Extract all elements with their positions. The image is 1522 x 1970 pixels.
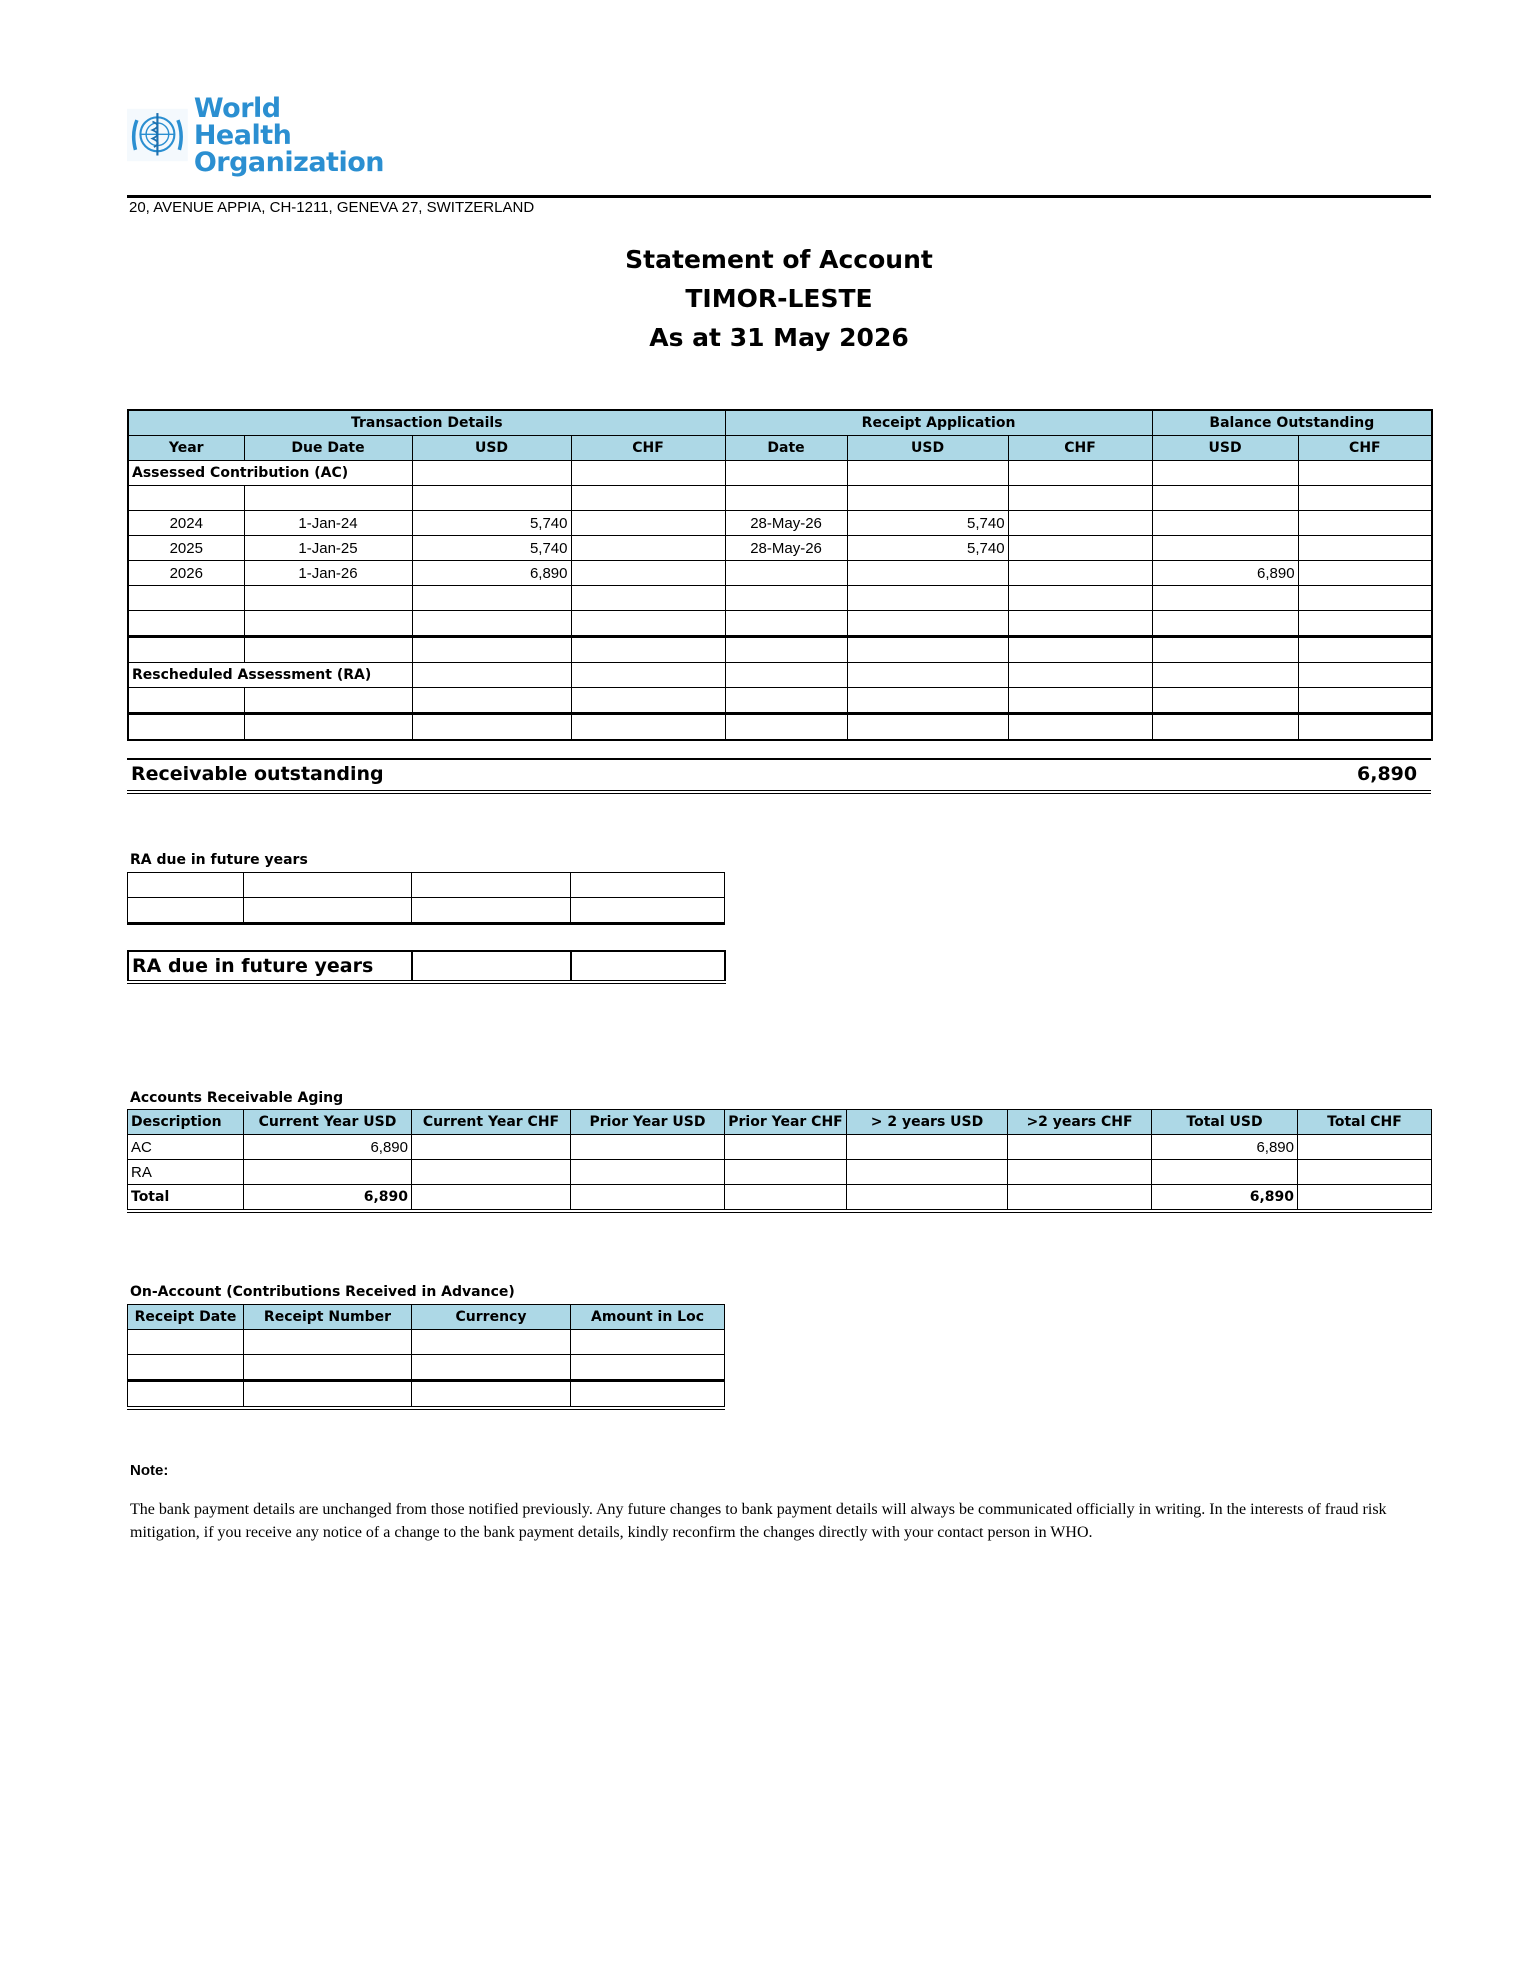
- due-date-cell: 1-Jan-26: [244, 561, 412, 586]
- table-row: [128, 1135, 1432, 1160]
- aging-cell: [571, 1160, 725, 1185]
- ra-future-total: [127, 950, 726, 984]
- statement-table: [127, 409, 1433, 741]
- ra-label: Rescheduled Assessment (RA): [128, 663, 412, 688]
- balance-usd-cell: [1152, 536, 1298, 561]
- aging-desc-cell: Total: [128, 1185, 244, 1212]
- receipt-chf-cell: [1008, 536, 1152, 561]
- group-header-receipt: Receipt Application: [725, 410, 1152, 436]
- who-emblem-icon: [127, 98, 188, 172]
- table-row: [128, 1381, 725, 1409]
- ra-label-row: [128, 663, 1432, 688]
- aging-cell: 6,890: [1152, 1185, 1298, 1212]
- aging-cell: [1008, 1185, 1152, 1212]
- receivable-value: 6,890: [1357, 763, 1418, 785]
- aging-col-2y-usd: > 2 years USD: [847, 1110, 1008, 1135]
- due-date-cell: 1-Jan-24: [244, 511, 412, 536]
- ra-future-total-label: RA due in future years: [128, 951, 412, 982]
- col-receipt-usd: USD: [847, 436, 1008, 461]
- aging-cell: [1152, 1160, 1298, 1185]
- table-row: [128, 511, 1432, 536]
- page-title: Statement of Account: [625, 245, 933, 274]
- receipt-usd-cell: 5,740: [847, 536, 1008, 561]
- col-receipt-number: Receipt Number: [244, 1305, 412, 1330]
- col-balance-usd: USD: [1152, 436, 1298, 461]
- aging-desc-cell: RA: [128, 1160, 244, 1185]
- aging-cell: [847, 1160, 1008, 1185]
- aging-desc-cell: AC: [128, 1135, 244, 1160]
- col-usd: USD: [412, 436, 571, 461]
- logo-line-2: Organization: [193, 146, 384, 178]
- receipt-chf-cell: [1008, 561, 1152, 586]
- note-text: The bank payment details are unchanged from those notified previously. Any future changes to bank payment details will always be communicated officially in writing. In the interests of fraud risk mitigation, if you receive any notice of a change to the bank payment details, kindly reconfirm the changes directly with your contact person in WHO.: [130, 1501, 1387, 1541]
- aging-cell: [1298, 1185, 1432, 1212]
- col-due-date: Due Date: [244, 436, 412, 461]
- aging-cell: [571, 1135, 725, 1160]
- aging-total-row: [128, 1185, 1432, 1212]
- table-row: [128, 561, 1432, 586]
- usd-cell: 5,740: [412, 511, 571, 536]
- aging-cell: 6,890: [244, 1185, 412, 1212]
- aging-table: [127, 1109, 1432, 1213]
- aging-cell: [725, 1185, 847, 1212]
- country-name: TIMOR-LESTE: [685, 284, 873, 313]
- on-account-header-row: [128, 1305, 725, 1330]
- year-cell: 2024: [128, 511, 244, 536]
- balance-chf-cell: [1298, 511, 1432, 536]
- aging-cell: [1008, 1135, 1152, 1160]
- table-row: [128, 486, 1432, 511]
- aging-cell: [847, 1135, 1008, 1160]
- receipt-usd-cell: 5,740: [847, 511, 1008, 536]
- balance-usd-cell: [1152, 511, 1298, 536]
- due-date-cell: 1-Jan-25: [244, 536, 412, 561]
- chf-cell: [571, 536, 725, 561]
- col-receipt-chf: CHF: [1008, 436, 1152, 461]
- table-row: [128, 873, 725, 898]
- logo-line-1: World Health: [193, 92, 292, 151]
- col-receipt-date: Date: [725, 436, 847, 461]
- ra-future-section-label: RA due in future years: [130, 852, 308, 868]
- table-row: [128, 536, 1432, 561]
- aging-cell: [412, 1135, 571, 1160]
- col-amount-loc: Amount in Loc: [571, 1305, 725, 1330]
- who-logo: [127, 92, 384, 178]
- receipt-usd-cell: [847, 561, 1008, 586]
- aging-cell: [244, 1160, 412, 1185]
- aging-col-prior-chf: Prior Year CHF: [725, 1110, 847, 1135]
- group-header-row: [128, 410, 1432, 436]
- balance-chf-cell: [1298, 561, 1432, 586]
- aging-cell: [1298, 1160, 1432, 1185]
- group-header-balance: Balance Outstanding: [1152, 410, 1432, 436]
- table-row: [128, 586, 1432, 611]
- receipt-date-cell: 28-May-26: [725, 536, 847, 561]
- aging-cell: [725, 1135, 847, 1160]
- aging-cell: 6,890: [1152, 1135, 1298, 1160]
- table-row: [128, 898, 725, 924]
- col-balance-chf: CHF: [1298, 436, 1432, 461]
- note-heading: Note:: [130, 1462, 169, 1479]
- aging-col-total-usd: Total USD: [1152, 1110, 1298, 1135]
- year-cell: 2025: [128, 536, 244, 561]
- address: 20, AVENUE APPIA, CH-1211, GENEVA 27, SWITZERLAND: [129, 199, 535, 216]
- receivable-outstanding: [127, 758, 1431, 794]
- aging-cell: [1298, 1135, 1432, 1160]
- aging-cell: [412, 1185, 571, 1212]
- aging-header-row: [128, 1110, 1432, 1135]
- table-row: [128, 1330, 725, 1355]
- receipt-chf-cell: [1008, 511, 1152, 536]
- aging-cell: [412, 1160, 571, 1185]
- chf-cell: [571, 511, 725, 536]
- aging-cell: [1008, 1160, 1152, 1185]
- on-account-section-label: On-Account (Contributions Received in Advance): [130, 1284, 515, 1300]
- col-chf: CHF: [571, 436, 725, 461]
- on-account-table: [127, 1304, 725, 1410]
- col-receipt-date: Receipt Date: [128, 1305, 244, 1330]
- aging-col-current-usd: Current Year USD: [244, 1110, 412, 1135]
- aging-col-total-chf: Total CHF: [1298, 1110, 1432, 1135]
- aging-col-current-chf: Current Year CHF: [412, 1110, 571, 1135]
- table-row: [128, 611, 1432, 637]
- receipt-date-cell: 28-May-26: [725, 511, 847, 536]
- column-header-row: [128, 436, 1432, 461]
- statement-date: As at 31 May 2026: [649, 323, 909, 352]
- table-row: [128, 688, 1432, 714]
- aging-col-2y-chf: >2 years CHF: [1008, 1110, 1152, 1135]
- aging-cell: [571, 1185, 725, 1212]
- table-row: [128, 637, 1432, 663]
- table-row: [128, 1355, 725, 1381]
- table-row: [128, 714, 1432, 741]
- aging-cell: 6,890: [244, 1135, 412, 1160]
- ac-label-row: [128, 461, 1432, 486]
- aging-col-prior-usd: Prior Year USD: [571, 1110, 725, 1135]
- aging-cell: [847, 1185, 1008, 1212]
- balance-chf-cell: [1298, 536, 1432, 561]
- chf-cell: [571, 561, 725, 586]
- balance-usd-cell: 6,890: [1152, 561, 1298, 586]
- table-row: [128, 1160, 1432, 1185]
- ra-future-table: [127, 872, 725, 925]
- aging-section-label: Accounts Receivable Aging: [130, 1090, 344, 1106]
- ac-label: Assessed Contribution (AC): [128, 461, 412, 486]
- year-cell: 2026: [128, 561, 244, 586]
- receipt-date-cell: [725, 561, 847, 586]
- usd-cell: 5,740: [412, 536, 571, 561]
- logo-wordmark: [193, 92, 384, 178]
- col-year: Year: [128, 436, 244, 461]
- header-divider: [127, 195, 1431, 198]
- group-header-transaction: Transaction Details: [128, 410, 725, 436]
- aging-cell: [725, 1160, 847, 1185]
- receivable-label: Receivable outstanding: [131, 763, 384, 785]
- col-currency: Currency: [412, 1305, 571, 1330]
- aging-col-description: Description: [128, 1110, 244, 1135]
- usd-cell: 6,890: [412, 561, 571, 586]
